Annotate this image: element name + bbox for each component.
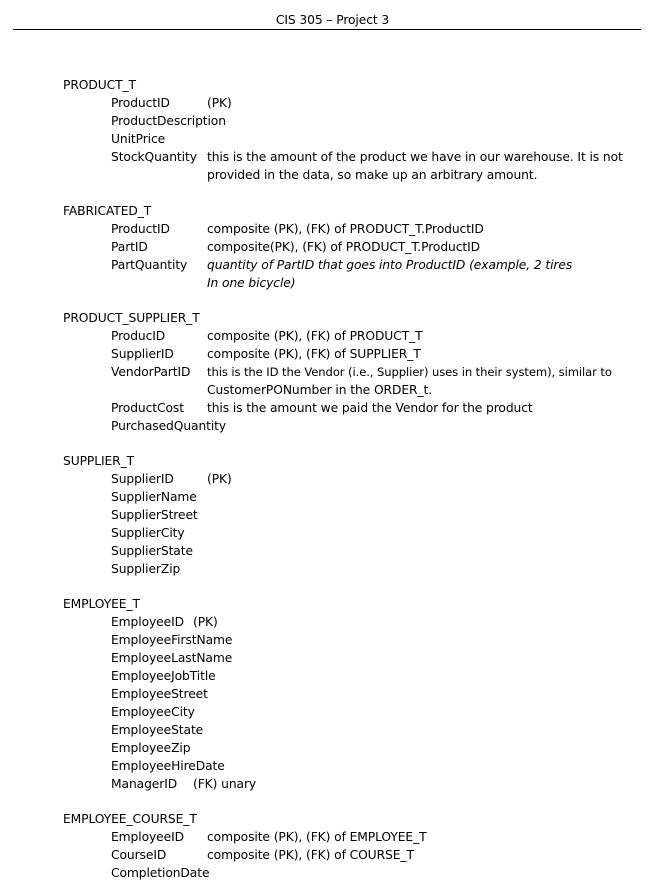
field-note: (PK) <box>207 96 232 110</box>
field-note: (FK) unary <box>193 777 257 791</box>
field-note: (PK) <box>193 615 218 629</box>
field-name: EmployeeZip <box>111 741 191 755</box>
field-name: CourseID <box>111 848 167 862</box>
field-name: EmployeeHireDate <box>111 759 225 773</box>
table-title-supplier: SUPPLIER_T <box>63 454 135 468</box>
field-name: CompletionDate <box>111 866 210 880</box>
field-name: ProducID <box>111 329 166 343</box>
field-name: EmployeeJobTitle <box>111 669 216 683</box>
field-name: PartID <box>111 240 148 254</box>
field-name: EmployeeCity <box>111 705 195 719</box>
field-name: StockQuantity <box>111 150 197 164</box>
page-header: CIS 305 – Project 3 <box>275 13 390 27</box>
field-name: EmployeeID <box>111 615 184 629</box>
field-name: ProductID <box>111 96 170 110</box>
field-note: this is the amount we paid the Vendor for the product <box>207 401 533 415</box>
field-name: PartQuantity <box>111 258 188 272</box>
field-note: (PK) <box>207 472 232 486</box>
field-note: composite (PK), (FK) of PRODUCT_T.ProductID <box>207 222 484 236</box>
field-name: SupplierCity <box>111 526 185 540</box>
field-note: quantity of PartID that goes into ProductID (example, 2 tires <box>207 258 573 272</box>
field-note: this is the ID the Vendor (i.e., Supplier) uses in their system), similar to <box>207 365 612 379</box>
field-note: this is the amount of the product we have in our warehouse. It is not <box>207 150 623 164</box>
field-note: composite (PK), (FK) of COURSE_T <box>207 848 414 862</box>
table-title-fabricated: FABRICATED_T <box>63 204 152 218</box>
field-name: SupplierName <box>111 490 197 504</box>
field-name: VendorPartID <box>111 365 191 379</box>
field-name: ProductCost <box>111 401 184 415</box>
table-title-product-supplier: PRODUCT_SUPPLIER_T <box>63 311 200 325</box>
field-name: SupplierState <box>111 544 193 558</box>
field-name: SupplierStreet <box>111 508 198 522</box>
field-name: ManagerID <box>111 777 178 791</box>
field-name: EmployeeState <box>111 723 204 737</box>
field-name: SupplierID <box>111 472 174 486</box>
field-name: EmployeeFirstName <box>111 633 233 647</box>
field-name: ProductID <box>111 222 170 236</box>
field-note-continued: In one bicycle) <box>207 276 296 290</box>
field-note: composite(PK), (FK) of PRODUCT_T.ProductID <box>207 240 480 254</box>
table-title-employee-course: EMPLOYEE_COURSE_T <box>63 812 197 826</box>
table-title-product: PRODUCT_T <box>63 78 136 92</box>
field-name: SupplierID <box>111 347 174 361</box>
field-name: EmployeeStreet <box>111 687 208 701</box>
field-note: composite (PK), (FK) of EMPLOYEE_T <box>207 830 427 844</box>
field-note: composite (PK), (FK) of SUPPLIER_T <box>207 347 421 361</box>
field-name: PurchasedQuantity <box>111 419 227 433</box>
field-name: ProductDescription <box>111 114 226 128</box>
table-title-employee: EMPLOYEE_T <box>63 597 140 611</box>
field-name: SupplierZip <box>111 562 181 576</box>
field-name: UnitPrice <box>111 132 166 146</box>
field-note: composite (PK), (FK) of PRODUCT_T <box>207 329 423 343</box>
field-name: EmployeeLastName <box>111 651 233 665</box>
header-rule <box>13 29 641 30</box>
field-note-continued: provided in the data, so make up an arbitrary amount. <box>207 168 538 182</box>
field-note-continued: CustomerPONumber in the ORDER_t. <box>207 383 433 397</box>
field-name: EmployeeID <box>111 830 184 844</box>
